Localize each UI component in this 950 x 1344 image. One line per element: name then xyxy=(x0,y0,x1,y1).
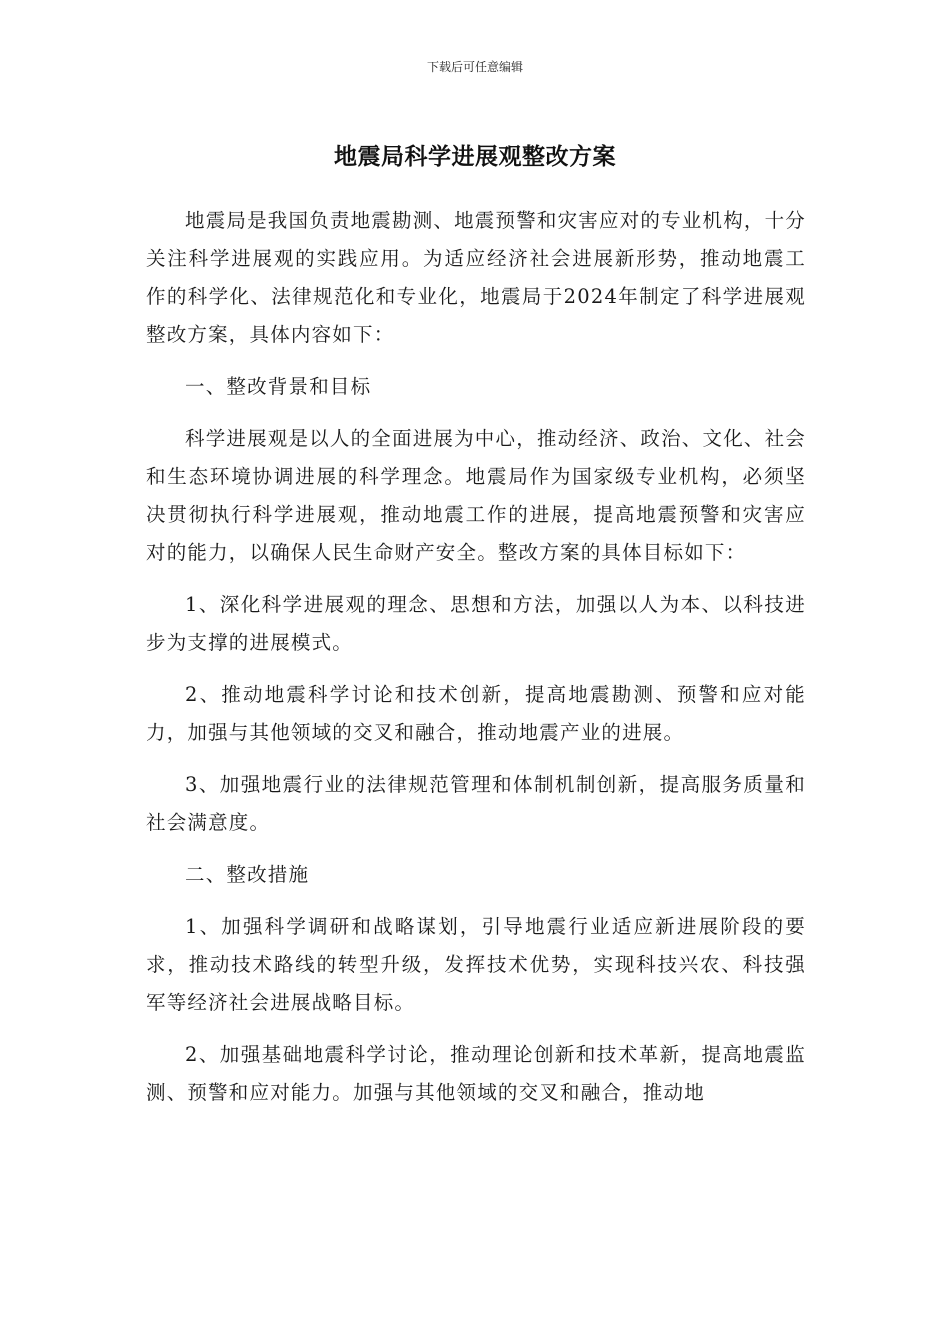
document-body xyxy=(146,202,806,1126)
measure-item-1: 1、加强科学调研和战略谋划，引导地震行业适应新进展阶段的要求，推动技术路线的转型升级，发挥技术优势，实现科技兴农、科技强军等经济社会进展战略目标。 xyxy=(146,915,806,1014)
header-note: 下载后可任意编辑 xyxy=(426,60,523,74)
measure-item-2: 2、加强基础地震科学讨论，推动理论创新和技术革新，提高地震监测、预警和应对能力。加强与其他领域的交叉和融合，推动地 xyxy=(146,1043,806,1104)
intro-paragraph: 地震局是我国负责地震勘测、地震预警和灾害应对的专业机构，十分关注科学进展观的实践应用。为适应经济社会进展新形势，推动地震工作的科学化、法律规范化和专业化，地震局于2024年制定了科学进展观整改方案，具体内容如下： xyxy=(146,209,807,346)
goal-item-1: 1、深化科学进展观的理念、思想和方法，加强以人为本、以科技进步为支撑的进展模式。 xyxy=(146,593,806,654)
goal-item-3: 3、加强地震行业的法律规范管理和体制机制创新，提高服务质量和社会满意度。 xyxy=(146,773,806,834)
section-heading-1: 一、整改背景和目标 xyxy=(185,375,372,398)
document-title: 地震局科学进展观整改方案 xyxy=(334,144,616,170)
goal-item-2: 2、推动地震科学讨论和技术创新，提高地震勘测、预警和应对能力，加强与其他领域的交叉和融合，推动地震产业的进展。 xyxy=(146,683,806,744)
background-paragraph: 科学进展观是以人的全面进展为中心，推动经济、政治、文化、社会和生态环境协调进展的科学理念。地震局作为国家级专业机构，必须坚决贯彻执行科学进展观，推动地震工作的进展，提高地震预警和灾害应对的能力，以确保人民生命财产安全。整改方案的具体目标如下： xyxy=(146,427,807,564)
section-heading-2: 二、整改措施 xyxy=(185,863,310,886)
